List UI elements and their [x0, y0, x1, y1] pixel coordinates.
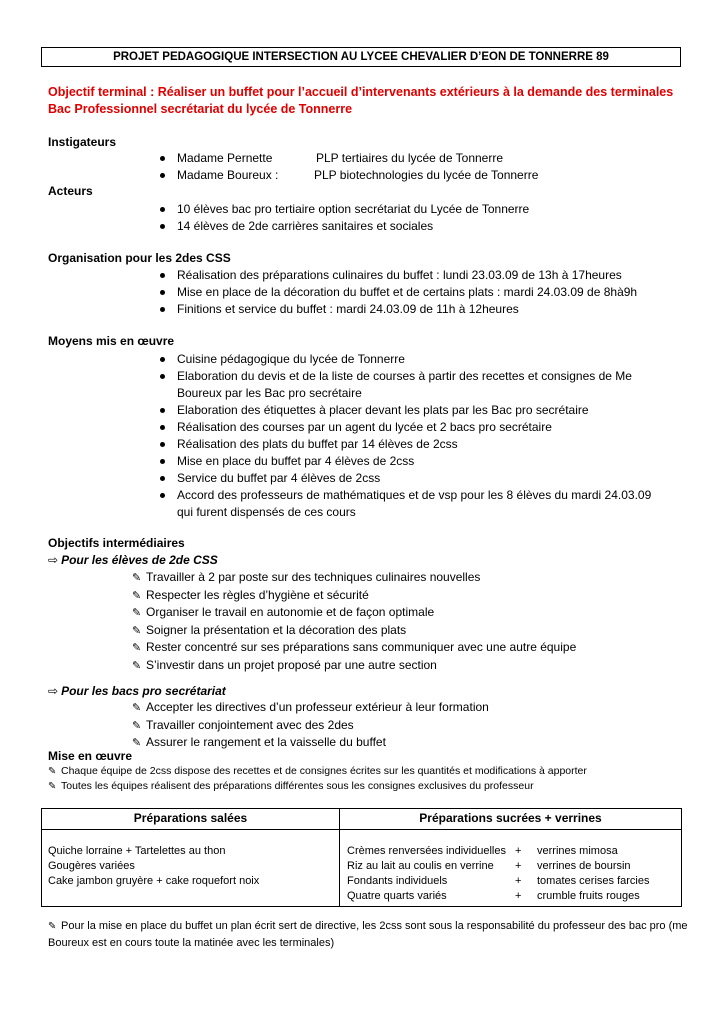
bacs-objective: [132, 717, 489, 735]
preparation-sucree: Riz au lait au coulis en verrine: [347, 860, 494, 872]
moyen-item: Elaboration des étiquettes à placer devant les plats par les Bac pro secrétaire: [160, 402, 660, 419]
moyen-item: Mise en place du buffet par 4 élèves de 2css: [160, 453, 660, 470]
bacs-objective: [132, 734, 489, 752]
instigateur-name: Madame Pernette: [177, 151, 273, 165]
eleves-objective: [132, 569, 576, 587]
preparation-sucree-row: [347, 844, 675, 859]
pencil-check-icon: ✎: [132, 719, 142, 732]
mise-en-oeuvre-text: Chaque équipe de 2css dispose des recettes et de consignes écrites sur les quantités et modifications à apporter: [61, 765, 587, 777]
pencil-check-icon: ✎: [132, 737, 142, 749]
preparation-sucree-row: [347, 874, 675, 889]
preparation-sucree: Quatre quarts variés: [347, 890, 447, 902]
instigateurs-list: [160, 150, 538, 184]
moyen-item: Cuisine pédagogique du lycée de Tonnerre: [160, 351, 660, 368]
verrine: tomates cerises farcies: [537, 875, 650, 887]
moyen-item: Accord des professeurs de mathématiques et de vsp pour les 8 élèves du mardi 24.03.09 qui furent dispensés de ces cours: [160, 487, 660, 521]
plus-sign: +: [515, 845, 522, 857]
eleves-objective: [132, 587, 576, 605]
pencil-check-icon: ✎: [132, 589, 142, 602]
mise-en-oeuvre-item: [48, 764, 587, 779]
bacs-subheading: [48, 684, 226, 698]
organisation-item: Finitions et service du buffet : mardi 24.03.09 de 11h à 12heures: [160, 301, 637, 318]
pencil-check-icon: ✎: [132, 642, 142, 654]
acteur-item: 14 élèves de 2de carrières sanitaires et sociales: [160, 218, 529, 235]
organisation-item: Réalisation des préparations culinaires du buffet : lundi 23.03.09 de 13h à 17heures: [160, 267, 637, 284]
bacs-objective-text: Assurer le rangement et la vaisselle du buffet: [146, 735, 386, 749]
pencil-check-icon: ✎: [48, 766, 57, 777]
mise-en-oeuvre-text: Toutes les équipes réalisent des préparations différentes sous les consignes exclusives du professeur: [61, 780, 534, 792]
bacs-objectives-list: [132, 699, 489, 752]
acteurs-list: [160, 201, 529, 235]
mise-en-oeuvre-heading: Mise en œuvre: [48, 749, 133, 763]
mise-en-oeuvre-item: [48, 779, 587, 794]
eleves-objective-text: Travailler à 2 par poste sur des techniques culinaires nouvelles: [146, 570, 481, 584]
preparations-sucrees-column: [340, 809, 681, 906]
pencil-check-icon: ✎: [132, 607, 142, 619]
pencil-check-icon: ✎: [132, 624, 142, 637]
verrine: crumble fruits rouges: [537, 890, 640, 902]
final-note-text: Pour la mise en place du buffet un plan écrit sert de directive, les 2css sont sous la responsabilité du professeur des bac pro (me Boureux est en cours toute la matinée avec les terminales): [48, 920, 688, 949]
instigateur-item: [160, 167, 538, 184]
eleves-objective-text: S’investir dans un projet proposé par une autre section: [146, 657, 437, 672]
verrine: verrines de boursin: [537, 860, 631, 872]
eleves-objective-text: Soigner la présentation et la décoration des plats: [146, 622, 407, 637]
eleves-objective-text: Respecter les règles d’hygiène et sécurité: [146, 587, 369, 602]
eleves-subheading-label: Pour les élèves de 2de CSS: [61, 553, 218, 567]
pencil-check-icon: ✎: [132, 659, 142, 672]
bacs-subheading-label: Pour les bacs pro secrétariat: [61, 684, 226, 698]
eleves-objective: [132, 639, 576, 657]
preparations-table: [41, 808, 682, 907]
eleves-objective-text: Organiser le travail en autonomie et de façon optimale: [146, 605, 435, 619]
instigateur-item: [160, 150, 538, 167]
moyen-item: Elaboration du devis et de la liste de courses à partir des recettes et consignes de Me Boureux par les Bac pro secrétaire: [160, 368, 660, 402]
organisation-list: [160, 267, 637, 318]
pencil-check-icon: ✎: [132, 702, 142, 714]
eleves-objective-text: Rester concentré sur ses préparations sans communiquer avec une autre équipe: [146, 640, 577, 654]
arrow-right-icon: ⇨: [48, 553, 59, 567]
preparation-sucree-row: [347, 859, 675, 874]
moyens-list: [160, 351, 660, 521]
preparation-sucree: Fondants individuels: [347, 875, 448, 887]
verrine: verrines mimosa: [537, 845, 618, 857]
eleves-objectives-list: [132, 569, 576, 674]
bacs-objective: [132, 699, 489, 717]
preparations-salees-column: [42, 809, 340, 906]
organisation-heading: Organisation pour les 2des CSS: [48, 251, 231, 265]
preparation-sucree: Crèmes renversées individuelles: [347, 845, 506, 857]
preparation-salee: Cake jambon gruyère + cake roquefort noix: [48, 875, 260, 887]
final-note: [48, 918, 688, 951]
plus-sign: +: [515, 890, 522, 902]
mise-en-oeuvre-list: [48, 764, 587, 794]
preparation-sucree-row: [347, 889, 675, 904]
plus-sign: +: [515, 860, 522, 872]
instigateur-role: PLP tertiaires du lycée de Tonnerre: [316, 151, 504, 165]
instigateur-name: Madame Boureux :: [177, 168, 279, 182]
instigateurs-heading: Instigateurs: [48, 135, 117, 149]
pencil-check-icon: ✎: [132, 572, 142, 584]
eleves-objective: [132, 604, 576, 622]
bacs-objective-text: Travailler conjointement avec des 2des: [146, 717, 354, 732]
acteur-item: 10 élèves bac pro tertiaire option secrétariat du Lycée de Tonnerre: [160, 201, 529, 218]
moyens-heading: Moyens mis en œuvre: [48, 334, 175, 348]
plus-sign: +: [515, 875, 522, 887]
organisation-item: Mise en place de la décoration du buffet et de certains plats : mardi 24.03.09 de 8hà9h: [160, 284, 637, 301]
moyen-item: Service du buffet par 4 élèves de 2css: [160, 470, 660, 487]
preparations-salees-header: Préparations salées: [42, 809, 339, 830]
moyen-item: Réalisation des courses par un agent du lycée et 2 bacs pro secrétaire: [160, 419, 660, 436]
objective-terminal: Objectif terminal : Réaliser un buffet pour l’accueil d’intervenants extérieurs à la demande des terminales Bac Professionnel secrétariat du lycée de Tonnerre: [48, 85, 674, 116]
eleves-subheading: [48, 553, 218, 567]
objectifs-heading: Objectifs intermédiaires: [48, 536, 185, 550]
document-title: PROJET PEDAGOGIQUE INTERSECTION AU LYCEE CHEVALIER D’EON DE TONNERRE 89: [41, 47, 681, 67]
acteurs-heading: Acteurs: [48, 184, 93, 198]
pencil-check-icon: ✎: [48, 921, 57, 932]
preparation-salee: Quiche lorraine + Tartelettes au thon: [48, 845, 226, 857]
arrow-right-icon: ⇨: [48, 684, 59, 698]
eleves-objective: [132, 657, 576, 675]
pencil-check-icon: ✎: [48, 781, 57, 792]
eleves-objective: [132, 622, 576, 640]
moyen-item: Réalisation des plats du buffet par 14 élèves de 2css: [160, 436, 660, 453]
preparation-salee: Gougères variées: [48, 860, 135, 872]
instigateur-role: PLP biotechnologies du lycée de Tonnerre: [314, 168, 539, 182]
bacs-objective-text: Accepter les directives d’un professeur extérieur à leur formation: [146, 700, 489, 714]
preparations-sucrees-header: Préparations sucrées + verrines: [340, 809, 681, 830]
